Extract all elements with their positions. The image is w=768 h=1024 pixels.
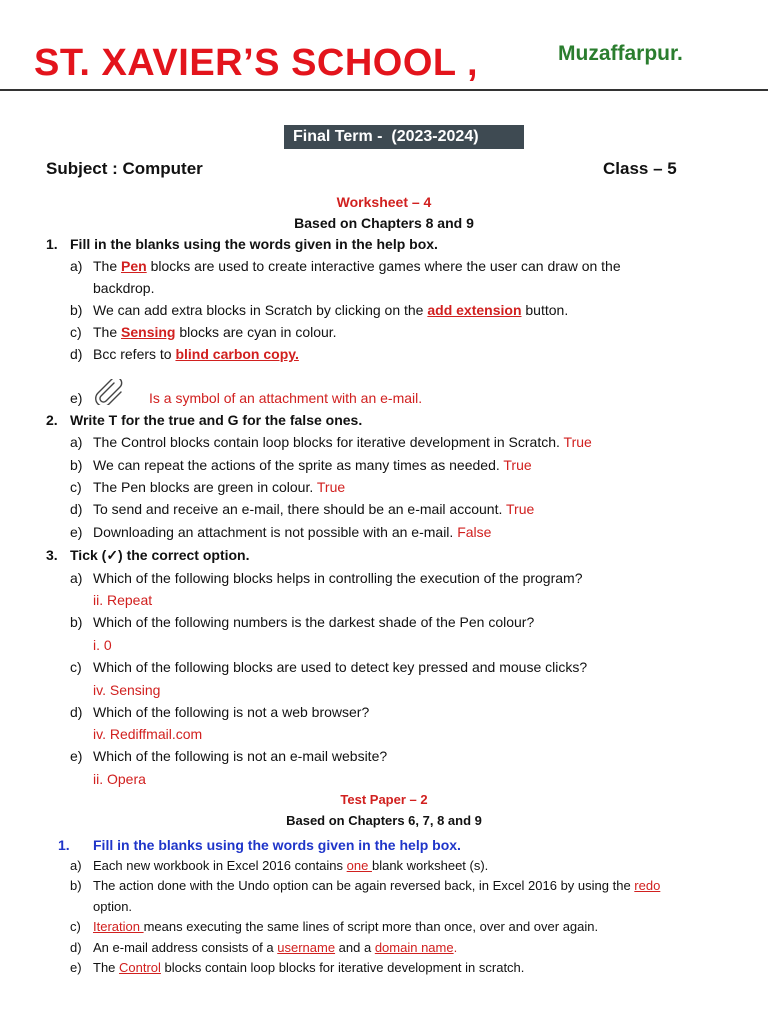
item-text: Which of the following numbers is the darkest shade of the Pen colour?	[93, 614, 535, 630]
item-continuation: option.	[93, 899, 133, 914]
school-city: Muzaffarpur.	[558, 42, 683, 65]
answer: add extension	[427, 302, 522, 318]
item-text: Bcc refers to	[93, 346, 176, 362]
item-label: b)	[70, 302, 83, 318]
question-text: Tick (✓) the correct option.	[70, 547, 250, 563]
item-label: c)	[70, 919, 81, 934]
list-item	[93, 877, 660, 895]
question-number: 1.	[58, 837, 70, 853]
item-label: b)	[70, 878, 82, 893]
list-item	[93, 857, 488, 875]
answer: ii. Repeat	[93, 592, 153, 608]
item-text: The Control blocks contain loop blocks for iterative development in Scratch.	[93, 434, 564, 450]
testpaper-title: Test Paper – 2	[340, 792, 428, 807]
item-label: d)	[70, 346, 83, 362]
item-text: Which of the following blocks are used to detect key pressed and mouse clicks?	[93, 659, 588, 675]
item-text: We can add extra blocks in Scratch by clicking on the	[93, 302, 428, 318]
answer: True	[316, 479, 346, 495]
question-text: Write T for the true and G for the false ones.	[70, 412, 363, 428]
answer: Control	[119, 960, 161, 975]
item-label: a)	[70, 570, 83, 586]
item-label: c)	[70, 479, 82, 495]
item-text: Each new workbook in Excel 2016 contains	[93, 858, 347, 873]
answer: blind carbon copy.	[175, 346, 299, 362]
item-text: Which of the following is not a web browser?	[93, 704, 370, 720]
answer: redo	[634, 878, 661, 893]
answer: one	[346, 858, 372, 873]
item-text: means executing the same lines of script more than once, over and over again.	[143, 919, 599, 934]
item-label: e)	[70, 524, 83, 540]
item-text: .	[453, 940, 458, 955]
list-item	[93, 500, 534, 518]
answer: False	[457, 524, 492, 540]
item-label: e)	[70, 960, 82, 975]
item-text: blocks are used to create interactive games where the user can draw on the	[146, 258, 621, 274]
answer: Pen	[121, 258, 147, 274]
item-text: Which of the following blocks helps in controlling the execution of the program?	[93, 570, 583, 586]
item-label: a)	[70, 858, 82, 873]
item-text: Is a symbol of an attachment with an e-mail.	[149, 390, 423, 406]
term-badge: Final Term - (2023-2024)	[284, 125, 524, 149]
list-item	[93, 918, 598, 936]
item-label: d)	[70, 940, 82, 955]
item-label: e)	[70, 748, 83, 764]
item-text: blocks are cyan in colour.	[175, 324, 337, 340]
item-label: c)	[70, 659, 82, 675]
question-text: Fill in the blanks using the words given in the help box.	[93, 837, 461, 853]
question-text: Fill in the blanks using the words given in the help box.	[70, 236, 438, 252]
item-text: We can repeat the actions of the sprite as many times as needed.	[93, 457, 504, 473]
answer: iv. Sensing	[93, 682, 161, 698]
question-number: 2.	[46, 412, 58, 428]
list-item	[93, 301, 568, 319]
item-label: a)	[70, 258, 83, 274]
item-text: To send and receive an e-mail, there should be an e-mail account.	[93, 501, 506, 517]
header-divider	[0, 89, 768, 91]
worksheet-title: Worksheet – 4	[336, 194, 432, 210]
item-label: a)	[70, 434, 83, 450]
item-text: The Pen blocks are green in colour.	[93, 479, 317, 495]
answer: i. 0	[93, 637, 112, 653]
item-text: The action done with the Undo option can be again reversed back, in Excel 2016 by using the	[93, 878, 635, 893]
list-item	[93, 345, 299, 363]
item-continuation: backdrop.	[93, 280, 155, 296]
item-text: Downloading an attachment is not possible with an e-mail.	[93, 524, 458, 540]
answer: True	[506, 501, 535, 517]
list-item	[93, 456, 532, 474]
answer: iv. Rediffmail.com	[93, 726, 203, 742]
answer: domain name	[374, 940, 454, 955]
item-label: d)	[70, 704, 83, 720]
class-label: Class – 5	[603, 159, 677, 178]
list-item	[93, 323, 337, 341]
testpaper-subtitle: Based on Chapters 6, 7, 8 and 9	[286, 813, 482, 828]
answer: ii. Opera	[93, 771, 146, 787]
item-text: button.	[521, 302, 569, 318]
subject-label: Subject : Computer	[46, 159, 203, 178]
item-label: b)	[70, 614, 83, 630]
item-text: An e-mail address consists of a	[93, 940, 278, 955]
question-number: 3.	[46, 547, 58, 563]
list-item	[93, 959, 524, 977]
item-text: The	[93, 960, 120, 975]
answer: Iteration	[93, 919, 144, 934]
item-text: blank worksheet (s).	[371, 858, 489, 873]
answer: Sensing	[121, 324, 176, 340]
paperclip-icon	[94, 379, 126, 405]
list-item	[93, 257, 621, 275]
list-item	[93, 433, 592, 451]
item-label: e)	[70, 390, 83, 406]
item-text: The	[93, 258, 122, 274]
answer: True	[503, 457, 532, 473]
item-text: blocks contain loop blocks for iterative development in scratch.	[160, 960, 525, 975]
worksheet-subtitle: Based on Chapters 8 and 9	[294, 215, 474, 231]
answer: username	[277, 940, 336, 955]
item-text: Which of the following is not an e-mail website?	[93, 748, 388, 764]
list-item	[93, 523, 491, 541]
item-label: b)	[70, 457, 83, 473]
school-name: ST. XAVIER’S SCHOOL ,	[34, 42, 479, 84]
item-label: d)	[70, 501, 83, 517]
answer: True	[563, 434, 592, 450]
list-item	[93, 478, 345, 496]
item-text: and a	[335, 940, 375, 955]
question-number: 1.	[46, 236, 58, 252]
item-label: c)	[70, 324, 82, 340]
item-text: The	[93, 324, 122, 340]
list-item	[93, 939, 457, 957]
